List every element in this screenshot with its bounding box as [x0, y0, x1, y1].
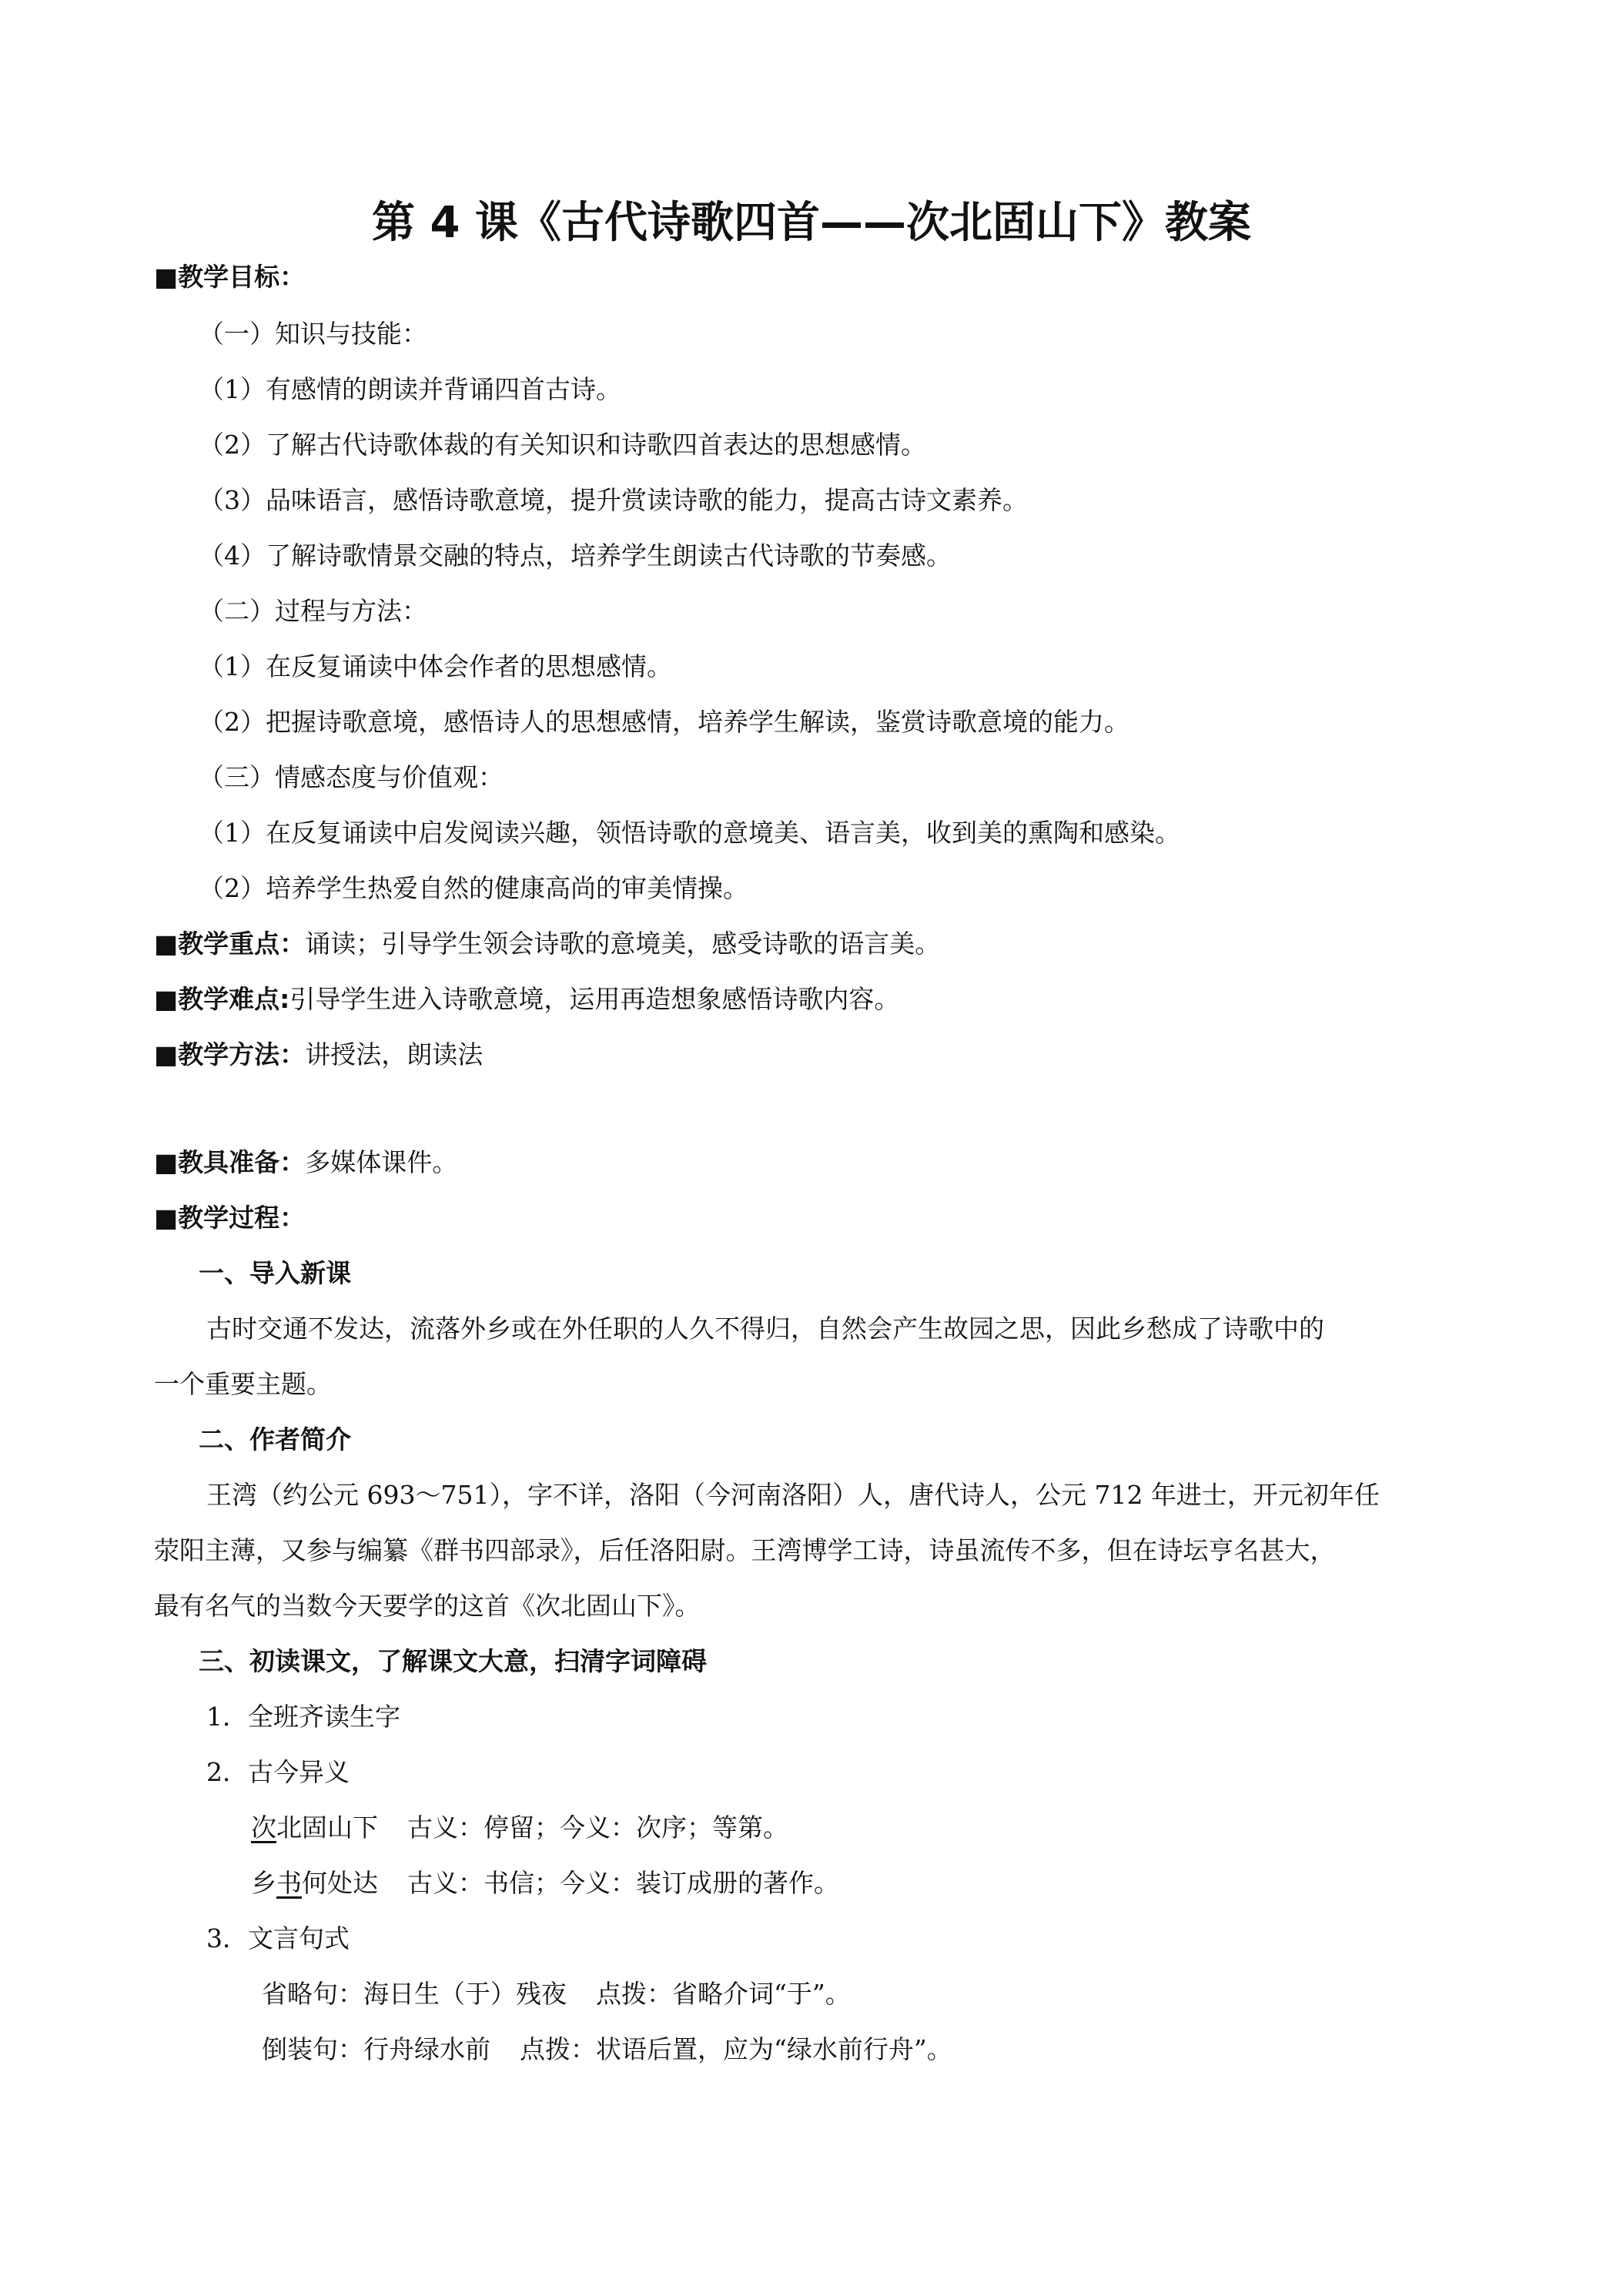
- intro-para-line-1: 古时交通不发达，流落外乡或在外任职的人久不得归，自然会产生故园之思，因此乡愁成了诗歌中的: [206, 1314, 1324, 1344]
- sentence-pattern-1: [262, 1976, 851, 2013]
- example-2-phrase: 何处达: [302, 1868, 378, 1898]
- reading-heading: 三、初读课文，了解课文大意，扫清字词障碍: [199, 1646, 707, 1676]
- meaning-example-2: [251, 1865, 839, 1902]
- sentence-2-note: 点拨：状语后置，应为“绿水前行舟”。: [520, 2034, 952, 2064]
- meaning-example-1: [251, 1809, 788, 1846]
- reading-item-2: 2．古今异义: [206, 1757, 350, 1787]
- tools-text: 多媒体课件。: [305, 1147, 458, 1177]
- intro-heading: 一、导入新课: [199, 1258, 351, 1288]
- process-item-2: （2）把握诗歌意境，感悟诗人的思想感情，培养学生解读，鉴赏诗歌意境的能力。: [199, 707, 1129, 737]
- author-heading: 二、作者简介: [199, 1424, 351, 1454]
- knowledge-item-2: （2）了解古代诗歌体裁的有关知识和诗歌四首表达的思想感情。: [199, 430, 926, 460]
- difficulties-label: ■教学难点:: [154, 984, 290, 1014]
- sentence-2-text: 倒装句：行舟绿水前: [262, 2034, 490, 2064]
- emotion-item-2: （2）培养学生热爱自然的健康高尚的审美情操。: [199, 873, 748, 903]
- example-2-prefix: 乡: [251, 1868, 276, 1898]
- objectives-heading: ■教学目标：: [154, 262, 306, 292]
- example-1-meaning: 古义：停留；今义：次序；等第。: [407, 1812, 788, 1842]
- intro-para-line-2: 一个重要主题。: [154, 1369, 332, 1399]
- methods-text: 讲授法，朗读法: [305, 1039, 484, 1069]
- tools: [154, 1144, 457, 1181]
- sentence-1-text: 省略句：海日生（于）残夜: [262, 1979, 567, 2009]
- knowledge-item-3: （3）品味语言，感悟诗歌意境，提升赏读诗歌的能力，提高古诗文素养。: [199, 485, 1028, 515]
- example-1-underlined-char: 次: [251, 1812, 276, 1842]
- example-2-underlined-char: 书: [276, 1868, 302, 1898]
- reading-item-3: 3．文言句式: [206, 1923, 350, 1953]
- methods-label: ■教学方法：: [154, 1039, 306, 1069]
- page-title: 第 4 课《古代诗歌四首——次北固山下》教案: [372, 198, 1251, 248]
- example-2-meaning: 古义：书信；今义：装订成册的著作。: [407, 1868, 839, 1898]
- process-item-1: （1）在反复诵读中体会作者的思想感情。: [199, 651, 672, 681]
- author-para-line-1: 王湾（约公元 693～751），字不详，洛阳（今河南洛阳）人，唐代诗人，公元 712 年进士，开元初年任: [206, 1480, 1380, 1510]
- example-1-phrase: 北固山下: [276, 1812, 378, 1842]
- difficulties: [154, 981, 899, 1018]
- sentence-pattern-2: [262, 2031, 952, 2068]
- emotion-heading: （三）情感态度与价值观：: [199, 762, 504, 792]
- tools-label: ■教具准备：: [154, 1147, 306, 1177]
- methods: [154, 1036, 483, 1073]
- knowledge-heading: （一）知识与技能：: [199, 319, 427, 349]
- difficulties-text: 引导学生进入诗歌意境，运用再造想象感悟诗歌内容。: [289, 984, 900, 1014]
- reading-item-1: 1．全班齐读生字: [206, 1702, 400, 1732]
- author-para-line-2: 荥阳主薄，又参与编纂《群书四部录》，后任洛阳尉。王湾博学工诗，诗虽流传不多，但在诗坛亨名甚大，: [154, 1535, 1336, 1565]
- key-points-text: 诵读；引导学生领会诗歌的意境美，感受诗歌的语言美。: [305, 929, 941, 959]
- key-points-label: ■教学重点：: [154, 929, 306, 959]
- process-heading: （二）过程与方法：: [199, 596, 427, 626]
- knowledge-item-4: （4）了解诗歌情景交融的特点，培养学生朗读古代诗歌的节奏感。: [199, 541, 952, 571]
- knowledge-item-1: （1）有感情的朗读并背诵四首古诗。: [199, 374, 621, 404]
- sentence-1-note: 点拨：省略介词“于”。: [596, 1979, 851, 2009]
- emotion-item-1: （1）在反复诵读中启发阅读兴趣，领悟诗歌的意境美、语言美，收到美的熏陶和感染。: [199, 818, 1180, 848]
- author-para-line-3: 最有名气的当数今天要学的这首《次北固山下》。: [154, 1591, 701, 1621]
- procedure-heading: ■教学过程：: [154, 1203, 306, 1233]
- key-points: [154, 925, 940, 962]
